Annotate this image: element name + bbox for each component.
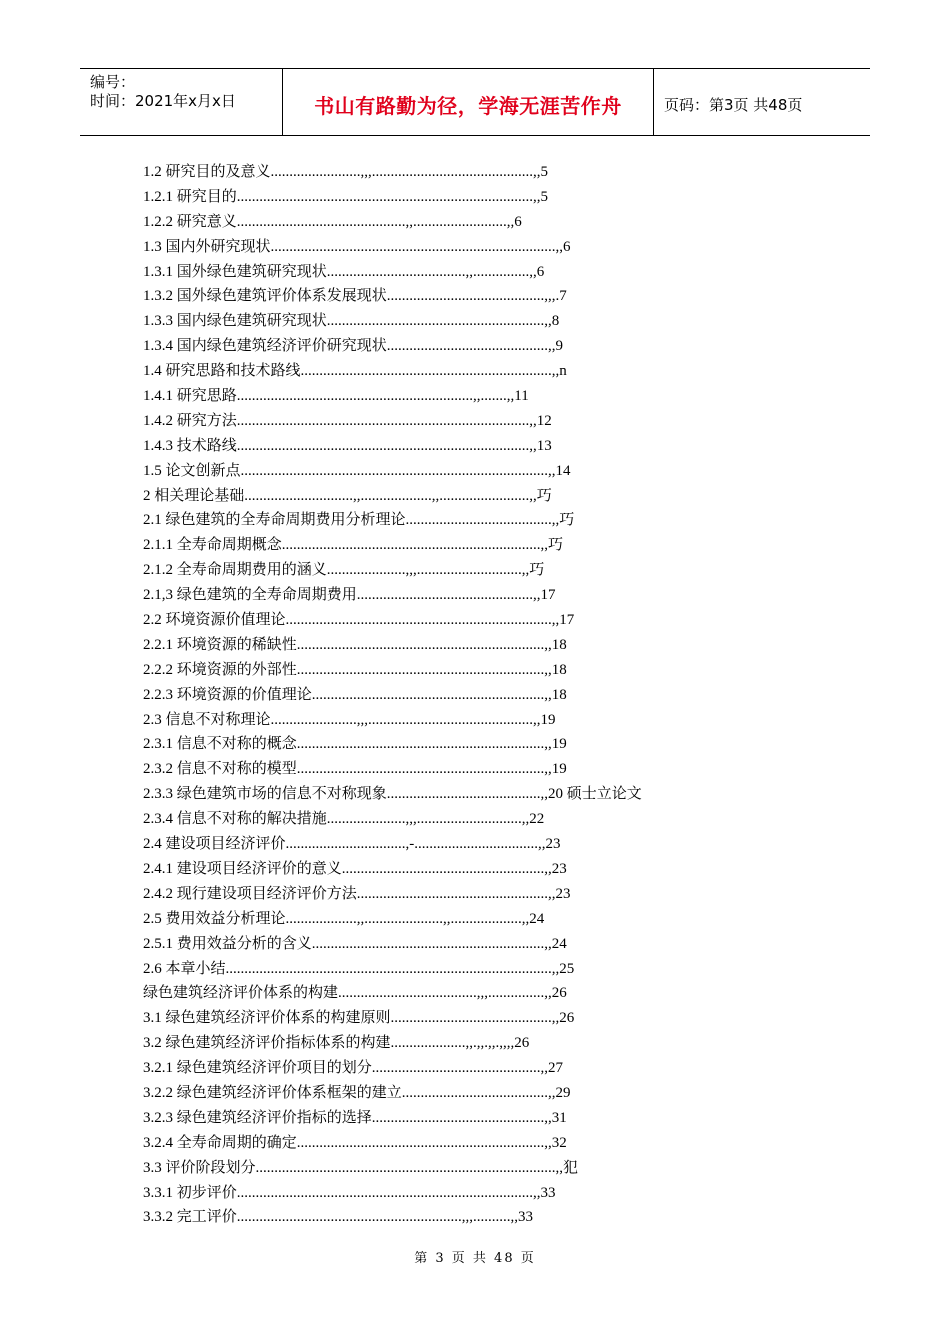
toc-entry: 3.1 绿色建筑经济评价体系的构建原则...........................................,,26: [143, 1010, 575, 1027]
toc-entry: 1.4.3 技术路线..............................................................................,,13: [143, 437, 552, 454]
toc-entry: 1.4 研究思路和技术路线...................................................................,,n: [143, 363, 567, 380]
toc-entry: 1.3.4 国内绿色建筑经济评价研究现状...........................................,,9: [143, 338, 564, 355]
toc-entry: 1.2.1 研究目的...............................................................................,,5: [143, 188, 549, 205]
toc-entry: 2.3 信息不对称理论.......................,,,............................................,,19: [143, 711, 556, 728]
header-page-info: 页码：第3页 共48页: [664, 95, 803, 114]
toc-entry: 2.4.2 现行建设项目经济评价方法...................................................,,23: [143, 885, 571, 902]
toc-entry: 2.3.1 信息不对称的概念..................................................................,,19: [143, 736, 567, 753]
toc-entry: 3.3.1 初步评价...............................................................................,,33: [143, 1184, 556, 1201]
serial-number-label: 编号：: [90, 73, 136, 91]
header-meta: [80, 69, 282, 135]
toc-entry: 2.1.1 全寿命周期概念.....................................................................,,巧: [143, 537, 564, 554]
toc-entry: 1.3.2 国外绿色建筑评价体系发展现状..........................................,,,.7: [143, 288, 567, 305]
toc-entry: 2.2.2 环境资源的外部性..................................................................,,18: [143, 661, 567, 678]
toc-entry: 2.3.3 绿色建筑市场的信息不对称现象.........................................,,20 硕士立论文: [143, 786, 642, 803]
header-motto: 书山有路勤为径，学海无涯苦作舟: [282, 69, 654, 135]
toc-entry: 2.2 环境资源价值理论.......................................................................,,17: [143, 612, 575, 629]
toc-entry: 绿色建筑经济评价体系的构建.....................................,,,...............,,26: [143, 985, 567, 1002]
toc-entry: 1.5 论文创新点..................................................................................,,14: [143, 462, 571, 479]
toc-entry: 2.5.1 费用效益分析的含义..............................................................,,24: [143, 935, 567, 952]
toc-entry: 2.3.4 信息不对称的解决措施.....................,,,............................,,22: [143, 811, 545, 828]
toc-entry: 2.5 费用效益分析理论...................,,.....................,,...................,,24: [143, 910, 545, 927]
toc-entry: 2.1 绿色建筑的全寿命周期费用分析理论.......................................,,巧: [143, 512, 575, 529]
toc-entry: 3.2.3 绿色建筑经济评价指标的选择..............................................,,31: [143, 1109, 567, 1126]
toc-entry: 2.1,3 绿色建筑的全寿命周期费用...............................................,,17: [143, 587, 556, 604]
toc-entry: 1.2 研究目的及意义........................,,,...........................................,,5: [143, 164, 549, 180]
toc-entry: 3.2.1 绿色建筑经济评价项目的划分.............................................,,27: [143, 1060, 564, 1077]
toc-entry: 3.2.4 全寿命周期的确定..................................................................,,32: [143, 1134, 567, 1151]
page-footer: 第 3 页 共 48 页: [414, 1251, 536, 1266]
toc-entry: 3.2 绿色建筑经济评价指标体系的构建....................,,.,,.,,.,,,,26: [143, 1035, 530, 1052]
table-of-contents: [143, 160, 703, 1230]
date-label: 时间：2021年x月x日: [90, 92, 236, 110]
toc-entry: 1.3.3 国内绿色建筑研究现状..........................................................,,8: [143, 313, 560, 330]
toc-entry: 1.4.2 研究方法..............................................................................,,12: [143, 412, 552, 429]
toc-entry: 2.2.3 环境资源的价值理论..............................................................,,18: [143, 686, 567, 703]
toc-entry: 1.3.1 国外绿色建筑研究现状.....................................,,...............,,6: [143, 263, 545, 280]
toc-entry: 3.2.2 绿色建筑经济评价体系框架的建立.......................................,,29: [143, 1084, 571, 1101]
document-header: [80, 68, 870, 136]
toc-entry: 1.2.2 研究意义.............................................,,.........................,,6: [143, 213, 522, 230]
toc-entry: 2.6 本章小结.......................................................................................,,25: [143, 960, 575, 977]
toc-entry: 2 相关理论基础.............................,,...................,,........................,,巧: [143, 487, 552, 504]
toc-entry: 3.3.2 完工评价............................................................,,,..........,,33: [143, 1209, 534, 1226]
toc-entry: 2.4.1 建设项目经济评价的意义......................................................,,23: [143, 860, 567, 877]
toc-entry: 2.2.1 环境资源的稀缺性..................................................................,,18: [143, 636, 567, 653]
toc-entry: 2.4 建设项目经济评价................................,-.................................,,23: [143, 836, 561, 853]
toc-entry: 1.3 国内外研究现状............................................................................,,6: [143, 238, 571, 255]
toc-entry: 1.4.1 研究思路...............................................................,,.......,,11: [143, 388, 529, 405]
toc-entry: 2.3.2 信息不对称的模型..................................................................,,19: [143, 761, 567, 778]
toc-entry: 2.1.2 全寿命周期费用的涵义.....................,,,............................,,巧: [143, 562, 545, 579]
toc-entry: 3.3 评价阶段划分................................................................................,,犯: [143, 1159, 579, 1176]
